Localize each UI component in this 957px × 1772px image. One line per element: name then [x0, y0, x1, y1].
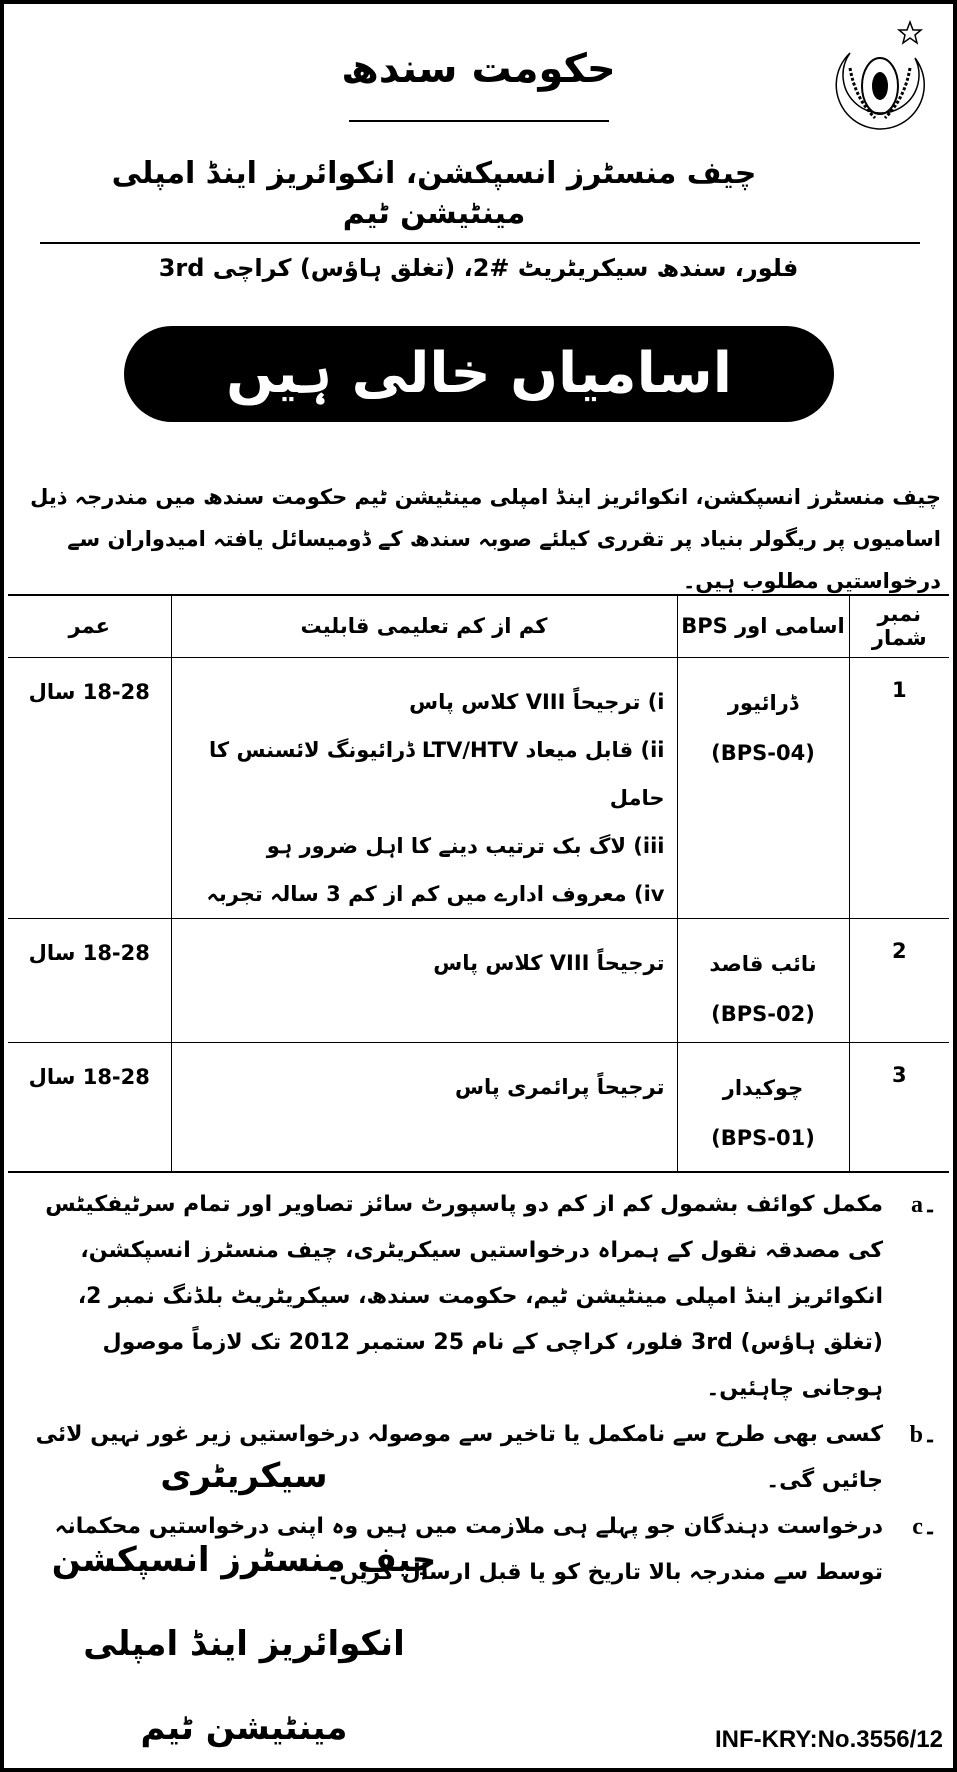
age: 18-28 سال — [8, 918, 171, 1042]
table-row — [8, 1042, 949, 1172]
table-row — [8, 657, 949, 918]
qualification-item: ترجیحاً پرائمری پاس — [455, 1074, 665, 1099]
age: 18-28 سال — [8, 1042, 171, 1172]
signature-block — [44, 1434, 444, 1770]
vacancies-table — [8, 594, 949, 1173]
serial-number: 2 — [849, 918, 949, 1042]
header-qualification: کم از کم تعلیمی قابلیت — [171, 595, 677, 657]
bps-grade: (BPS-02) — [711, 1001, 815, 1026]
qualification-item: iii) لاگ بک ترتیب دینے کا اہل ضرور ہو — [266, 833, 665, 858]
post-title: چوکیدار — [722, 1075, 804, 1100]
qualification-item: iv) معروف ادارے میں کم از کم 3 سالہ تجربہ — [206, 881, 665, 906]
note-label: a۔ — [910, 1192, 937, 1218]
qualification — [171, 657, 677, 918]
qualification-item: i) ترجیحاً VIII کلاس پاس — [409, 689, 665, 714]
bps-grade: (BPS-04) — [711, 740, 815, 765]
qualification-item: ترجیحاً VIII کلاس پاس — [433, 950, 665, 975]
note-label: b۔ — [909, 1422, 937, 1448]
serial-number: 1 — [849, 657, 949, 918]
note-text: مکمل کوائف بشمول کم از کم دو پاسپورٹ سائز تصاویر اور تمام سرٹیفکیٹس کی مصدقہ نقول کے ہمراہ درخواستیں سیکریٹری، چیف منسٹرز انسپکشن، انکوائریز اینڈ امپلی مینٹیشن ٹیم، حکومت سندھ، سیکریٹریٹ بلڈنگ نمبر 2، (تغلق ہاؤس) 3rd فلور، کراچی کے نام 25 ستمبر 2012 تک لازماً موصول ہوجانی چاہئیں۔ — [45, 1192, 883, 1401]
bps-grade: (BPS-01) — [711, 1125, 815, 1150]
qualification-item: ii) قابل میعاد LTV/HTV ڈرائیونگ لائسنس کا حامل — [209, 737, 665, 810]
serial-number: 3 — [849, 1042, 949, 1172]
header-name: اسامی اور BPS — [677, 595, 849, 657]
post-title: نائب قاصد — [709, 951, 817, 976]
address: 3rd فلور، سندھ سیکریٹریٹ #2، (تغلق ہاؤس) کراچی — [158, 254, 799, 282]
government-title: حکومت سندھ — [341, 46, 616, 92]
qualification — [171, 918, 677, 1042]
department-title: چیف منسٹرز انسپکشن، انکوائریز اینڈ امپلی مینٹیشن ٹیم — [111, 156, 757, 231]
table-row — [8, 918, 949, 1042]
header-age: عمر — [8, 595, 171, 657]
signature-line: انکوائریز اینڈ امپلی مینٹیشن ٹیم — [83, 1624, 405, 1748]
note-label: c۔ — [912, 1514, 937, 1540]
signature-line: سیکریٹری — [160, 1456, 328, 1496]
note-a — [18, 1182, 943, 1412]
post-name — [677, 918, 849, 1042]
note-text: درخواست دہندگان جو پہلے ہی ملازمت میں ہیں وہ اپنی درخواستیں محکمانہ توسط سے مندرجہ بالا تاریخ کو یا قبل ارسال کریں۔ — [54, 1514, 883, 1585]
reference-number: INF-KRY:No.3556/12 — [714, 1726, 943, 1753]
header-number: نمبر شمار — [849, 595, 949, 657]
post-name — [677, 1042, 849, 1172]
post-name — [677, 657, 849, 918]
post-title: ڈرائیور — [727, 690, 799, 715]
signature-line: چیف منسٹرز انسپکشن — [51, 1540, 437, 1580]
vacancies-banner: اسامیاں خالی ہیں — [124, 326, 834, 422]
job-advertisement — [4, 4, 953, 1768]
divider — [40, 242, 920, 244]
intro-paragraph: چیف منسٹرز انسپکشن، انکوائریز اینڈ امپلی مینٹیشن ٹیم حکومت سندھ میں مندرجہ ذیل اسامیوں پر ریگولر بنیاد پر تقرری کیلئے صوبہ سندھ کے ڈومیسائل یافتہ امیدواران سے درخواستیں مطلوب ہیں۔ — [30, 485, 941, 593]
qualification — [171, 1042, 677, 1172]
divider — [349, 120, 609, 122]
note-text: کسی بھی طرح سے نامکمل یا تاخیر سے موصولہ درخواستیں زیر غور نہیں لائی جائیں گی۔ — [35, 1422, 883, 1493]
age: 18-28 سال — [8, 657, 171, 918]
